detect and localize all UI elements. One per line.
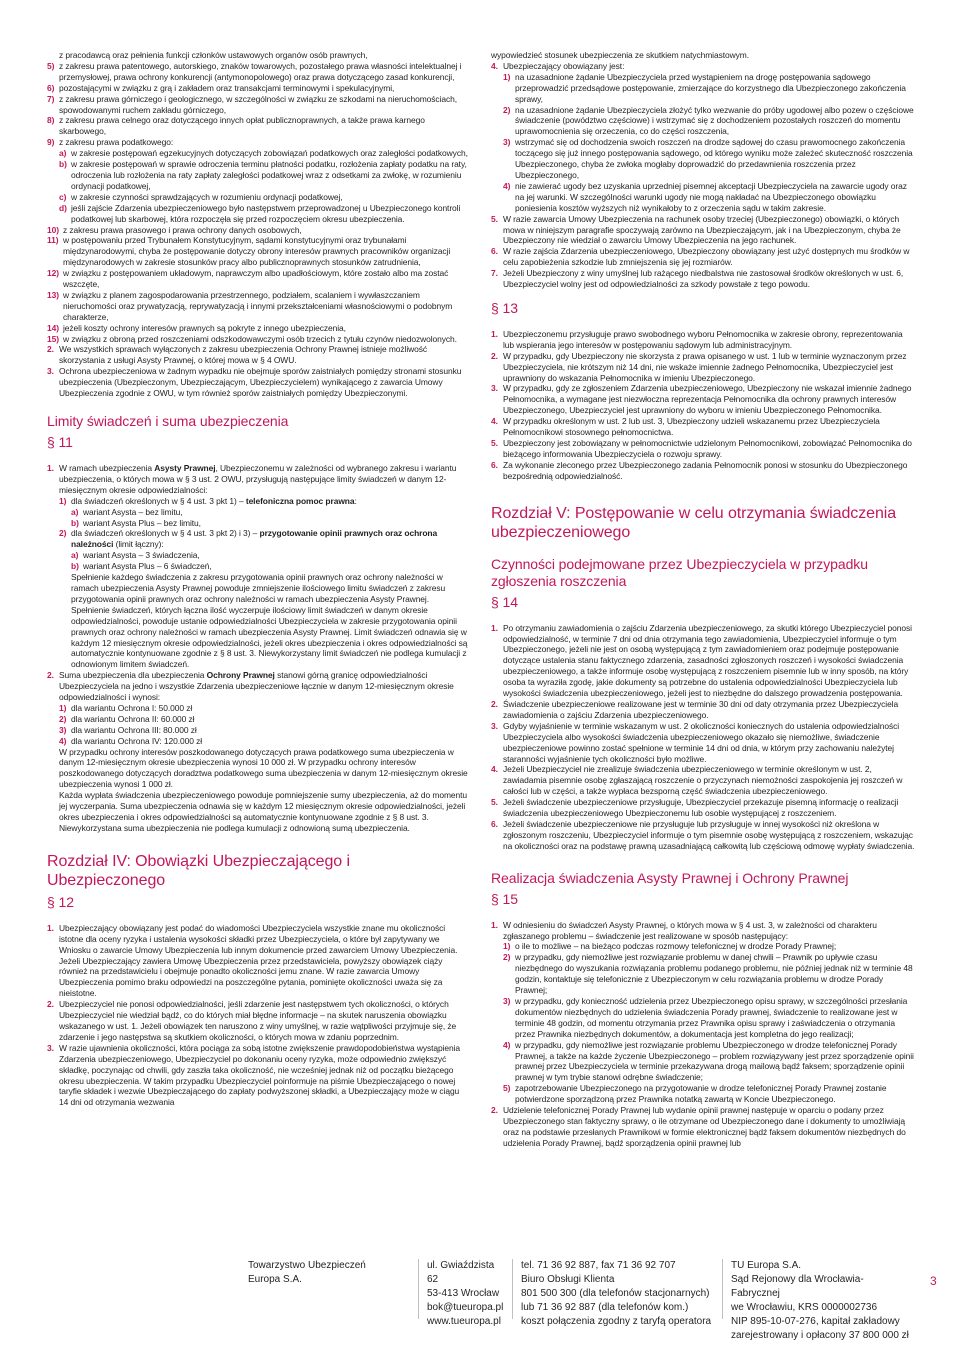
item-text: dla wariantu Ochrona IV: 120.000 zł xyxy=(71,735,203,746)
item-text: pozostającymi w związku z grą i zakładem oraz transakcjami terminowymi i spekulacyjnymi, xyxy=(59,82,395,93)
item-number: 1. xyxy=(491,622,498,633)
item-number: 3. xyxy=(491,720,498,731)
item-number: 6. xyxy=(491,459,498,470)
item-number: 5. xyxy=(491,213,498,224)
item-number: 7. xyxy=(491,268,498,279)
list-item xyxy=(59,703,469,714)
p12-point-4: 4. Ubezpieczający obowiązany jest: 1) na uzasadnione żądanie Ubezpieczyciela przed wystąpieniem na drogę postępowania sądowego przeprowadzić przedsądowe postępowanie, zmierzające do korzystnego dla Ubezpieczonego zakończenia sprawy, 2) na uzasadnione żądanie Ubezpieczyciela złożyć tylko wezwanie do próby ugodowej albo pozew o częściowe świadczenie (powództwo częściowe) i wstrzymać się z dochodzeniem pozostałych roszczeń do momentu uprawomocnienia się orzeczenia, co do części roszczenia, 3) wstrzymać się od dochodzenia swoich roszczeń na drodze sądowej do czasu prawomocnego zakończenia toczącego się już innego postępowania sądowego, od którego wyniku może zależeć skuteczność roszczenia Ubezpieczonego, chyba że zwłoka mogłaby doprowadzić do przedawnienia roszczenia przez Ubezpieczonego, 4) nie zawierać ugody bez uzyskania uprzedniej pisemnej akceptacji Ubezpieczyciela na zawarcie ugody oraz na jej warunki. W szczególności warunki ugody nie mogą nakładać na Ubezpieczonego obowiązku poniesienia kosztów wyższych niż wynikałoby to z orzeczenia sądu w takim zakresie. xyxy=(491,60,914,213)
list-item xyxy=(503,996,915,1040)
list-item xyxy=(503,952,915,996)
item-text: dla wariantu Ochrona II: 60.000 zł xyxy=(71,713,195,724)
item-text: zapotrzebowanie Ubezpieczonego na przygotowanie w drodze telefonicznej Porady Prawnej zostanie potwierdzone sporządzoną przez Prawnika notatką zawartą w Koncie Ubezpieczonego. xyxy=(515,1083,887,1105)
item-text: na uzasadnione żądanie Ubezpieczyciela złożyć tylko wezwanie do próby ugodowej albo pozew o częściowe świadczenie (powództwo częściowe) i wstrzymać się z dochodzeniem pozostałych roszczeń do momentu uprawomocnienia się orzeczenia, co do części roszczenia, xyxy=(515,104,914,137)
p11-2-tax-note: W przypadku ochrony interesów poszkodowanego dotyczących prawa podatkowego suma ubezpieczenia w danym 12-miesięcznym okresie ubezpieczenia wynosi 10 000 zł. W przypadku ochrony interesów poszkodowanego dotyczących doradztwa podatkowego suma ubezpieczenia w danym 12-miesięcznym okresie ubezpieczenia wynosi 1 000 zł. xyxy=(59,746,468,790)
item-text: W przypadku, gdy Ubezpieczony nie skorzysta z prawa opisanego w ust. 1 lub w terminie wyznaczonym przez Ubezpieczyciela, nie krótszym niż 14 dni, nie wskaże imiennie żadnego Pełnomocnika, Ubezpieczyciel jest uprawniony do wskazania Pełnomocnika w imieniu Ubezpieczonego. xyxy=(503,350,907,383)
list-item xyxy=(71,550,469,561)
page-margin xyxy=(0,0,6,1347)
item-text: jeśli zajście Zdarzenia ubezpieczeniowego było następstwem przeprowadzonej u Ubezpieczonego kontroli podatkowej lub skarbowej, która rozpoczęła się przed rozpoczęciem okresu ubezpieczenia. xyxy=(71,202,461,224)
footer-company: Towarzystwo Ubezpieczeń Europa S.A. xyxy=(248,1260,366,1285)
list-item xyxy=(59,203,469,225)
paragraph-mark-15: § 15 xyxy=(491,890,518,907)
p11-1-sub-1: 1) dla świadczeń określonych w § 4 ust. 3 pkt 1) – telefoniczna pomoc prawna: a) wariant Asysta – bez limitu, b) wariant Asysta Plus – bez limitu, xyxy=(59,496,469,529)
p15-point-1: 1. W odniesieniu do świadczeń Asysty Prawnej, o których mowa w § 4 ust. 3, w zależności od charakteru zgłaszanego problemu – świadczenie jest realizowane w sposób następujący: 1) o ile to możliwe – na bieżąco podczas rozmowy telefonicznej w drodze Porady Prawnej; 2) w przypadku, gdy niemożliwe jest rozwiązanie problemu w danej chwili – Prawnik po upływie czasu niezbędnego do wyszukania rozwiązania problemu podanego problemu, nie później jednak niż w terminie 48 godzin, kontaktuje się telefonicznie z Ubezpieczonym w celu rozwiązania problemu w drodze Porady Prawnej; 3) w przypadku, gdy konieczność udzielenia przez Ubezpieczonego opisu sprawy, w szczególności przesłania dokumentów niezbędnych do udzielenia świadczenia Porady prawnej, świadczenie to realizowane jest w terminie 48 godzin, od momentu otrzymania przez Prawnika opisu sprawy i zaświadczenia o otrzymania przez Prawnika niezbędnych dokumentów, a dokumentacja jest kompletna do jego realizacji; 4) w przypadku, gdy niemożliwe jest rozwiązanie problemu Ubezpieczonego w drodze telefonicznej Porady Prawnej, a także na każde życzenie Ubezpieczonego – problem rozwiązywany jest przez sporządzenie opinii prawnej przez Ubezpieczyciela w terminie przekazywana drogą mailową bądź faksem; sporządzenie opinii prawnej w tym trybie stanowi odrębne świadczenie; 5) zapotrzebowanie Ubezpieczonego na przygotowanie w drodze telefonicznej Porady Prawnej zostanie potwierdzone sporządzoną przez Prawnika notatką zawartą w Koncie Ubezpieczonego. xyxy=(491,919,914,1105)
list-item xyxy=(503,941,915,952)
item-text: z zakresu prawa patentowego, autorskiego, znaków towarowych, pozostałego prawa własności intelektualnej i przemysłowej, prawa ochrony konkurencji (antymonopolowego) oraz prawa dotyczącego zasad konkurencji, xyxy=(59,60,462,82)
item-text: Jeżeli świadczenie ubezpieczeniowe nie przysługuje lub przysługuje w innej wysokości niż określona w zgłoszonym roszczeniu, Ubezpieczyciel informuje o tym pisemnie osobę występującą z roszczeniem, wskazując na okoliczności oraz na podstawę prawną uzasadniającą całkowitą lub częściową odmowę wypłaty świadczenia. xyxy=(503,818,915,851)
list-item xyxy=(47,1043,469,1108)
section-title-limits: Limity świadczeń i suma ubezpieczenia xyxy=(47,413,289,429)
list-item xyxy=(47,268,469,290)
list-item xyxy=(47,923,469,999)
item-text: wariant Asysta Plus – 6 świadczeń, xyxy=(83,561,212,572)
list-item xyxy=(491,268,915,290)
paragraph-mark-11: § 11 xyxy=(47,434,73,450)
paragraph-10-points xyxy=(47,344,469,399)
left-column xyxy=(47,50,469,1108)
paragraph-mark-12: § 12 xyxy=(47,893,74,910)
item-text: Jeżeli Ubezpieczony z winy umyślnej lub rażącego niedbalstwa nie zastosował środków określonych w ust. 6, Ubezpieczyciel wolny jest od odpowiedzialności za szkody powstałe z tego powodu. xyxy=(503,268,904,290)
paragraph-14-points xyxy=(491,623,915,852)
list-item xyxy=(47,94,469,116)
item-text: nie zawierać ugody bez uzyskania uprzedniej pisemnej akceptacji Ubezpieczyciela na zawarcie ugody oraz na jej warunki. W szczególności warunki ugody nie mogą nakładać na Ubezpieczonego obowiązku poniesienia kosztów wyższych niż wynikałoby to z orzeczenia sądu w takim zakresie. xyxy=(515,180,907,213)
list-item xyxy=(47,137,469,148)
item-text: We wszystkich sprawach wyłączonych z zakresu ubezpieczenia Ochrony Prawnej istnieje możliwość skorzystania z usługi Asysty Prawnej, o której mowa w § 4 OWU. xyxy=(59,344,428,366)
item-text: Świadczenie ubezpieczeniowe realizowane jest w terminie 30 dni od daty otrzymania przez Ubezpieczyciela zawiadomienia o zajściu Zdarzenia ubezpieczeniowego. xyxy=(503,698,899,720)
item-text: w zakresie postępowań w sprawie odroczenia terminu płatności podatku, rozłożenia zapłaty podatku na raty, odroczenia lub rozłożenia na raty zapłaty zaległości podatkowej wraz z odsetkami za zwłokę, w rozumieniu ordynacji podatkowej, xyxy=(71,159,467,191)
item-number: 12) xyxy=(47,268,59,279)
list-item xyxy=(491,351,915,384)
item-text: na uzasadnione żądanie Ubezpieczyciela przed wystąpieniem na drogę postępowania sądowego przeprowadzić przedsądowe postępowanie, zmierzające do korzystnego dla Ubezpieczonego zakończenia sprawy, xyxy=(515,71,906,104)
item-number: b) xyxy=(71,561,79,572)
item-number: 6) xyxy=(47,82,55,93)
item-number: a) xyxy=(71,550,79,561)
item-text: w przypadku, gdy niemożliwe jest rozwiązanie problemu Ubezpieczonego w drodze telefonicznej Porady Prawnej, a także na każde życzenie Ubezpieczonego – problem rozwiązywany jest przez sporządzenie opinii prawnej przez Ubezpieczyciela w terminie przekazywana drogą mailową bądź faksem; sporządzenie opinii prawnej w tym trybie stanowi odrębne świadczenie; xyxy=(515,1039,914,1083)
list-item xyxy=(59,725,469,736)
item-text: w zakresie czynności sprawdzających w rozumieniu ordynacji podatkowej, xyxy=(71,191,343,202)
item-number: 4) xyxy=(59,735,67,746)
list-item xyxy=(47,61,469,83)
right-column xyxy=(491,50,915,1149)
tax-exclusions-sublist xyxy=(47,148,469,224)
item-text: z zakresu prawa górniczego i geologicznego, w szczególności w związku ze szkodami na nieruchomościach, spowodowanymi ruchem zakładu górniczego, xyxy=(59,93,457,115)
item-text: W razie zajścia Zdarzenia ubezpieczeniowego, Ubezpieczony obowiązany jest użyć dostępnych mu środków w celu zapobieżenia szkodzie lub zmniejszenia się jej rozmiarów. xyxy=(503,246,910,268)
item-number: 2) xyxy=(503,104,511,115)
section-title-chapter-iv: Rozdział IV: Obowiązki Ubezpieczającego i Ubezpieczonego xyxy=(47,852,350,889)
item-text: W przypadku, gdy ze zgłoszeniem Zdarzenia ubezpieczeniowego, Ubezpieczony nie wskazał imiennie żadnego Pełnomocnika, a wymagane jest niezwłoczna reprezentacja Pełnomocnika dla ochrony prawnych interesów Ubezpieczonego, Ubezpieczyciel jest uprawniony do wyboru w imieniu Ubezpieczonego Pełnomocnika. xyxy=(503,383,912,416)
item-number: 4. xyxy=(491,764,498,775)
item-text: wariant Asysta Plus – bez limitu, xyxy=(83,517,201,528)
p11-2-reduction-note: Każda wypłata świadczenia ubezpieczeniowego powoduje pomniejszenie sumy ubezpieczenia, aż do momentu jej wyczerpania. Suma ubezpieczenia odnawia się w każdym 12 miesięcznym okresie odpowiedzialności, jeżeli okres ubezpieczenia i okres odpowiedzialności są automatycznie kontynuowane zgodnie z § 8 ust. 3. Niewykorzystana suma ubezpieczenia nie podlega kumulacji z odnowioną sumą ubezpieczenia. xyxy=(59,790,468,833)
item-number: 3. xyxy=(47,1042,54,1053)
item-number: 6. xyxy=(491,818,498,829)
item-number: 5. xyxy=(491,797,498,808)
list-item xyxy=(47,366,469,399)
item-number: 9) xyxy=(47,137,55,148)
footer-contact: tel. 71 36 92 887, fax 71 36 92 707 Biuro Obsługi Klienta 801 500 300 (dla telefonów stacjonarnych) lub 71 36 92 887 (dla telefonów kom.) koszt połączenia zgodny z taryfą operatora xyxy=(512,1259,712,1319)
list-item xyxy=(503,105,915,138)
section-title-insurer-actions: Czynności podejmowane przez Ubezpieczyciela w przypadku zgłoszenia roszczenia xyxy=(491,555,868,589)
list-item xyxy=(59,714,469,725)
p11-1-sub-2: 2) dla świadczeń określonych w § 4 ust. 3 pkt 2) i 3) – przygotowanie opinii prawnych oraz ochrona należności (limit łączny): a) wariant Asysta – 3 świadczenia, b) wariant Asysta Plus – 6 świadczeń, Spełnienie każdego świadczenia z zakresu przygotowania opinii prawnych oraz ochrony należności w ramach ubezpieczenia Asysty Prawnej powoduje zmniejszenie ilościowego limitu świadczeń z zakresu przygotowania opinii prawnych oraz ochrony należności w ramach ubezpieczenia Asysty Prawnej. Spełnienie świadczeń, których łączna ilość wyczerpuje ilościowy limit świadczeń w danym okresie odpowiedzialności, powoduje ustanie odpowiedzialności Ubezpieczyciela w zakresie przygotowania opinii prawnych oraz ochrony należności w ramach ubezpieczenia Asysty Prawnej. Limit świadczeń odnawia się w każdym 12 miesięcznym okresie odpowiedzialności, jeżeli okres ubezpieczenia i okres odpowiedzialności są automatycznie kontynuowane zgodnie z § 8 ust. 3. Niewykorzystany limit świadczeń nie podlega kumulacji z odnowionym limitem świadczeń. xyxy=(59,528,468,670)
footer-registration: TU Europa S.A. Sąd Rejonowy dla Wrocławia-Fabrycznej we Wrocławiu, KRS 0000002736 NIP 895-10-07-276, kapitał zakładowy zarejestrowany i opłacony 37 800 000 zł xyxy=(722,1259,912,1319)
item-number: 1. xyxy=(47,922,54,933)
item-number: 3. xyxy=(47,366,54,377)
p11-point-1: 1. W ramach ubezpieczenia Asysty Prawnej, Ubezpieczonemu w zależności od wybranego zakresu i wariantu ubezpieczenia, o których mowa w § 3 ust. 2 OWU, przysługują następujące limity świadczeń w danym 12-miesięcznym okresie odpowiedzialności: 1) dla świadczeń określonych w § 4 ust. 3 pkt 1) – telefoniczna pomoc prawna: a) wariant Asysta – bez limitu, b) wariant Asysta Plus – bez limitu, 2) dla świadczeń określonych w § 4 ust. 3 pkt 2) i 3) – przygotowanie opinii prawnych oraz ochrona należności (limit łączny): a) wariant Asysta – 3 świadczenia, b) wariant Asysta Plus – 6 świadczeń, Spełnienie każdego świadczenia z zakresu przygotowania opinii prawnych oraz ochrony należności w ramach ubezpieczenia Asysty Prawnej powoduje zmniejszenie ilościowego limitu świadczeń z zakresu przygotowania opinii prawnych oraz ochrony należności w ramach ubezpieczenia Asysty Prawnej. Spełnienie świadczeń, których łączna ilość wyczerpuje ilościowy limit świadczeń w danym okresie odpowiedzialności, powoduje ustanie odpowiedzialności Ubezpieczyciela w zakresie przygotowania opinii prawnych oraz ochrony należności w ramach ubezpieczenia Asysty Prawnej. Limit świadczeń odnawia się w każdym 12 miesięcznym okresie odpowiedzialności, jeżeli okres ubezpieczenia i okres odpowiedzialności są automatycznie kontynuowane zgodnie z § 8 ust. 3. Niewykorzystany limit świadczeń nie podlega kumulacji z odnowionym limitem świadczeń. xyxy=(47,463,468,670)
item-number: 14) xyxy=(47,322,59,333)
p15-1-subpoints xyxy=(503,941,915,1105)
item-text: Ubezpieczonemu przysługuje prawo swobodnego wyboru Pełnomocnika w zakresie obrony, reprezentowania lub wspierania jego interesów w postępowaniu sądowym lub administracyjnym. xyxy=(503,328,903,350)
list-item xyxy=(503,181,915,214)
continued-text: wypowiedzieć stosunek ubezpieczenia ze skutkiem natychmiastowym. xyxy=(491,50,749,60)
item-number: 2) xyxy=(59,713,67,724)
item-text: w zakresie postępowań egzekucyjnych dotyczących zobowiązań podatkowych oraz zaległości podatkowych, xyxy=(71,148,468,159)
paragraph-12-continued xyxy=(491,61,915,214)
footer-email-link[interactable]: bok@tueuropa.pl xyxy=(427,1302,504,1313)
paragraph-mark-14: § 14 xyxy=(491,593,518,610)
list-item xyxy=(59,159,469,192)
p11-point-2: 2. Suma ubezpieczenia dla ubezpieczenia Ochrony Prawnej stanowi górną granicę odpowiedzialności Ubezpieczyciela na jedno i wszystkie Zdarzenia ubezpieczeniowe łącznie w danym 12-miesięcznym okresie odpowiedzialności i wynosi: 1) dla wariantu Ochrona I: 50.000 zł 2) dla wariantu Ochrona II: 60.000 zł 3) dla wariantu Ochrona III: 80.000 zł 4) dla wariantu Ochrona IV: 120.000 zł W przypadku ochrony interesów poszkodowanego dotyczących prawa podatkowego suma ubezpieczenia w danym 12-miesięcznym okresie ubezpieczenia wynosi 10 000 zł. W przypadku ochrony interesów poszkodowanego dotyczących doradztwa podatkowego suma ubezpieczenia w danym 12-miesięcznym okresie ubezpieczenia wynosi 1 000 zł. Każda wypłata świadczenia ubezpieczeniowego powoduje pomniejszenie sumy ubezpieczenia, aż do momentu jej wyczerpania. Suma ubezpieczenia odnawia się w każdym 12 miesięcznym okresie odpowiedzialności, jeżeli okres ubezpieczenia i okres odpowiedzialności są automatycznie kontynuowane zgodnie z § 8 ust. 3. Niewykorzystana suma ubezpieczenia nie podlega kumulacji z odnowioną sumą ubezpieczenia. xyxy=(47,670,468,833)
item-text: Po otrzymaniu zawiadomienia o zajściu Zdarzenia ubezpieczeniowego, za skutki którego Ubezpieczyciel ponosi odpowiedzialność, w terminie 7 dni od dnia otrzymania tego zawiadomienia, Ubezpieczyciel informuje o tym Ubezpieczonego, jeżeli nie jest on osobą występującą z tym zawiadomieniem oraz podejmuje postępowanie dotyczące ustalenia stanu faktycznego zdarzenia, zasadności zgłoszonych roszczeń i wysokości świadczenia ubezpieczeniowego, a także informuje osobę występującą z roszczeniem pisemnie lub w inny sposób, na który osoba ta wyraziła zgodę, jakie dokumenty są potrzebne do ustalenia odpowiedzialności Ubezpieczyciela lub wysokości świadczenia ubezpieczeniowego, jeżeli jest to niezbędne do dalszego prowadzenia postępowania. xyxy=(503,622,912,699)
item-number: d) xyxy=(59,202,67,213)
item-text: wariant Asysta – bez limitu, xyxy=(83,506,183,517)
item-number: a) xyxy=(71,506,79,517)
item-number: 4) xyxy=(503,1039,511,1050)
item-number: 8) xyxy=(47,115,55,126)
list-item xyxy=(71,507,469,518)
item-text: Ubezpieczający obowiązany jest podać do wiadomości Ubezpieczyciela wszystkie znane mu okoliczności istotne dla oceny ryzyka i ustalenia wysokości składki przez Ubezpieczyciela, o które był zapytywany we Wniosku o zawarcie Umowy Ubezpieczenia lub innym dokumencie przed zawarciem Umowy Ubezpieczenia. Jeżeli Ubezpieczający zawiera Umowę Ubezpieczenia przez przedstawiciela, powyższy obowiązek ciąży również na przedstawicielu i obejmuje ponadto okoliczności jemu znane. W razie zawarcia Umowy Ubezpieczenia pomimo braku odpowiedzi na poszczególne pytania, pominięte okoliczności uważa się za nieistotne. xyxy=(59,922,458,999)
list-item xyxy=(47,344,469,366)
list-item xyxy=(47,50,469,61)
item-number: 4. xyxy=(491,416,498,427)
list-item xyxy=(491,246,915,268)
item-number: b) xyxy=(59,159,67,170)
item-text: w przypadku, gdy konieczność udzielenia przez Ubezpieczonego opisu sprawy, w szczególności przesłania dokumentów niezbędnych do udzielenia świadczenia Porady prawnej, świadczenie to realizowane jest w terminie 48 godzin, od momentu otrzymania przez Prawnika opisu sprawy i zaświadczenia o otrzymania przez Prawnika niezbędnych dokumentów, a dokumentacja jest kompletna do jego realizacji; xyxy=(515,996,908,1039)
item-text: Jeżeli Ubezpieczyciel nie zrealizuje świadczenia ubezpieczeniowego w terminie określonym w ust. 2, zawiadamia pisemnie osobę zgłaszającą roszczenie o przyczynach niemożności zaspokojenia jej roszczeń w całości lub w części, a także wypłaca bezsporną część świadczenia ubezpieczeniowego. xyxy=(503,764,903,797)
list-item xyxy=(47,999,469,1043)
paragraph-12-points xyxy=(47,923,469,1108)
list-item xyxy=(491,699,915,721)
item-number: 5) xyxy=(503,1083,511,1094)
item-text: Ochrona ubezpieczeniowa w żadnym wypadku nie obejmuje sporów zaistniałych pomiędzy stronami stosunku ubezpieczenia (Ubezpieczonym, Ubezpieczającym, Ubezpieczycielem) wynikającego z zawarcia Umowy Ubezpieczenia zgodnie z OWU, w tym również sporów zaistniałych pomiędzy Ubezpieczonymi. xyxy=(59,366,462,399)
list-item xyxy=(47,225,469,236)
list-item xyxy=(71,561,469,572)
item-text: w przypadku, gdy niemożliwe jest rozwiązanie problemu w danej chwili – Prawnik po upływie czasu niezbędnego do wyszukania rozwiązania problemu podanego problemu, nie później jednak niż w terminie 48 godzin, kontaktuje się telefonicznie z Ubezpieczonym w celu rozwiązania problemu w drodze Porady Prawnej; xyxy=(515,952,913,996)
item-number: 5. xyxy=(491,438,498,448)
item-number: 1) xyxy=(59,702,67,713)
item-text: W razie zawarcia Umowy Ubezpieczenia na rachunek osoby trzeciej (Ubezpieczonego) obowiązki, o których mowa w niniejszym paragrafie spoczywają zarówno na Ubezpieczającym, jak i na Ubezpieczonym, chyba że Ubezpieczony nie wiedział o zawarciu Umowy Ubezpieczenia na jego rachunek. xyxy=(503,213,901,246)
exclusions-list-more xyxy=(47,225,469,345)
item-text: W razie ujawnienia okoliczności, która pociąga za sobą istotne zwiększenie prawdopodobieństwa wystąpienia Zdarzenia ubezpieczeniowego, Ubezpieczyciel po dokonaniu oceny ryzyka, może odpowiednio zwiększyć składkę, poczynając od chwili, gdy zaszła taka okoliczność, nie wcześniej jednak niż od początku bieżącego okresu ubezpieczenia. W takim przypadku Ubezpieczyciel poinformuje na piśmie Ubezpieczającego o nowej taryfie składek i wezwie Ubezpieczającego do zapłaty podwyższonej składki, a Ubezpieczający może w ciągu 14 dni od otrzymania wezwania xyxy=(59,1042,461,1108)
p15-point-2: 2. Udzielenie telefonicznej Porady Prawnej lub wydanie opinii prawnej następuje w oparciu o podany przez Ubezpieczonego stan faktyczny sprawy, o ile otrzymane od Ubezpieczonego dane i dokumenty to umożliwiają oraz na podstawie przesłanych Prawnikowi w formie elektronicznej bądź faksem dokumentów niezbędnych do udzielenia Porady Prawnej, bądź sporządzenia opinii prawnej lub xyxy=(491,1105,906,1148)
item-number: b) xyxy=(71,517,79,528)
item-number: 6. xyxy=(491,246,498,257)
item-text: w postępowaniu przed Trybunałem Konstytucyjnym, sądami konstytucyjnymi oraz trybunałami międzynarodowymi, chyba że postępowanie dotyczy obrony interesów prawnych pracowników organizacji międzynarodowych w zakresie stosunków pracy albo publicznoprawnych stosunków zatrudnienia, xyxy=(63,235,451,268)
paragraph-12-rest xyxy=(491,214,915,290)
list-item xyxy=(491,623,915,699)
paragraph-15-points xyxy=(491,920,915,1149)
item-number: 3) xyxy=(503,996,511,1006)
item-text: dla wariantu Ochrona III: 80.000 zł xyxy=(71,724,197,735)
p11-1-subpoints xyxy=(59,496,469,671)
item-number: 2. xyxy=(491,350,498,361)
list-item xyxy=(491,329,915,351)
p11-1-sub-1-variants xyxy=(71,507,469,529)
item-number: 15) xyxy=(47,333,59,344)
section-title-chapter-v: Rozdział V: Postępowanie w celu otrzymania świadczenia ubezpieczeniowego xyxy=(491,504,897,541)
list-item xyxy=(503,1083,915,1105)
item-text: dla wariantu Ochrona I: 50.000 zł xyxy=(71,702,193,713)
item-text: wariant Asysta – 3 świadczenia, xyxy=(83,550,200,561)
paragraph-mark-13: § 13 xyxy=(491,299,518,316)
list-item xyxy=(47,334,469,345)
list-item xyxy=(491,438,915,460)
item-text: z zakresu prawa celnego oraz dotyczącego innych opłat publicznoprawnych, a także prawa karnego skarbowego, xyxy=(59,115,425,137)
list-item xyxy=(491,797,915,819)
item-text: wstrzymać się od dochodzenia swoich roszczeń na drodze sądowej do czasu prawomocnego zakończenia toczącego się już innego postępowania sądowego, od którego wyniku może zależeć skuteczność roszczenia Ubezpieczonego, chyba że zwłoka mogłaby doprowadzić do przedawnienia roszczenia przez Ubezpieczonego, xyxy=(515,137,913,180)
item-number: 5) xyxy=(47,60,55,71)
exclusions-list-top xyxy=(47,50,469,148)
list-item xyxy=(47,83,469,94)
item-text: o ile to możliwe – na bieżąco podczas rozmowy telefonicznej w drodze Porady Prawnej; xyxy=(515,941,837,952)
page-number: 3 xyxy=(930,1274,937,1288)
list-item xyxy=(503,1040,915,1084)
item-text: Ubezpieczony jest zobowiązany w pełnomocnictwie udzielonym Pełnomocnikowi, zobowiązać Pełnomocnika do bieżącego informowania Ubezpieczyciela o rozwoju sprawy. xyxy=(503,438,912,459)
item-number: 7) xyxy=(47,93,55,104)
item-text: Ubezpieczyciel nie ponosi odpowiedzialności, jeśli zdarzenie jest następstwem tych okoliczności, o których Ubezpieczyciel nie wiedział bądź, co do których miał błędne informacje – na skutek naruszenia obowiązku wskazanego w ust. 1. Jeżeli obowiązek ten naruszono z winy umyślnej, w razie wątpliwości przyjmuje się, że zdarzenie i jego następstwa są skutkiem okoliczności, o których mowa w zdaniu poprzednim. xyxy=(59,999,457,1042)
item-number: 3. xyxy=(491,383,498,394)
item-number: c) xyxy=(59,191,67,202)
item-number: 13) xyxy=(47,289,59,300)
item-number: 2) xyxy=(503,952,511,963)
list-item xyxy=(59,192,469,203)
p12-4-subpoints xyxy=(503,72,915,214)
item-text: Za wykonanie zleconego przez Ubezpieczonego zadania Pełnomocnik ponosi w stosunku do Ubezpieczonego bezpośrednią odpowiedzialność. xyxy=(503,459,908,481)
list-item xyxy=(503,137,915,181)
item-number: 3) xyxy=(59,724,67,735)
item-text: z zakresu prawa prasowego i prawa ochrony danych osobowych, xyxy=(63,224,302,235)
item-text: z pracodawcą oraz pełnienia funkcji członków ustawowych organów osób prawnych, xyxy=(59,50,368,60)
item-number: 1) xyxy=(503,71,511,82)
list-item xyxy=(491,383,915,416)
item-number: 4) xyxy=(503,180,511,191)
item-text: w związku z postępowaniem układowym, naprawczym albo upadłościowym, które zostało albo ma zostać wszczęte, xyxy=(63,268,449,290)
list-item xyxy=(71,518,469,529)
item-number: 1. xyxy=(491,328,498,339)
p11-1-sub-2-variants xyxy=(71,550,469,572)
section-title-benefit-realization: Realizacja świadczenia Asysty Prawnej i Ochrony Prawnej xyxy=(491,869,849,886)
item-text: z zakresu prawa podatkowego: xyxy=(59,137,174,148)
paragraph-13-points xyxy=(491,329,915,482)
item-number: 10) xyxy=(47,224,59,235)
list-item xyxy=(491,416,915,438)
sum-insured-variants xyxy=(59,703,469,747)
list-item xyxy=(47,290,469,323)
list-item xyxy=(47,323,469,334)
item-text: Jeżeli świadczenie ubezpieczeniowe przysługuje, Ubezpieczyciel przekazuje pisemną informację o realizacji świadczenia ubezpieczeniowego Ubezpieczonemu lub osobie występującej z roszczeniem. xyxy=(503,797,899,819)
paragraph-11-points xyxy=(47,463,469,834)
item-number: 11) xyxy=(47,235,59,246)
list-item xyxy=(503,72,915,105)
list-item xyxy=(491,721,915,765)
item-text: jeżeli koszty ochrony interesów prawnych są pokryte z innego ubezpieczenia, xyxy=(63,322,346,333)
list-item xyxy=(491,214,915,247)
item-text: Gdyby wyjaśnienie w terminie wskazanym w ust. 2 okoliczności koniecznych do ustalenia odpowiedzialności Ubezpieczyciela albo wysokości świadczenia ubezpieczeniowego okazało się niemożliwe, świadczenie ubezpieczeniowe powinno zostać spełnione w terminie 14 dni od dnia, w którym przy zachowaniu należytej staranności wyjaśnienie tych okoliczności było możliwe. xyxy=(503,720,900,764)
item-number: 2. xyxy=(491,698,498,709)
list-item xyxy=(491,460,915,482)
item-text: w związku z obroną przed roszczeniami odszkodowawczymi osób trzecich z tytułu czynów niedozwolonych. xyxy=(63,333,457,344)
item-number: a) xyxy=(59,148,67,159)
list-item xyxy=(59,736,469,747)
item-text: w związku z planem zagospodarowania przestrzennego, podziałem, scalaniem i wywłaszczaniem nieruchomości oraz prywatyzacją, reprywatyzacją i innymi przekształceniami własnościowymi o podobnym charakterze, xyxy=(63,289,453,322)
item-number: 2. xyxy=(47,999,54,1010)
item-number: 3) xyxy=(503,137,511,148)
list-item xyxy=(47,235,469,268)
list-item xyxy=(491,764,915,797)
list-item xyxy=(59,148,469,159)
item-number: 2. xyxy=(47,344,54,355)
item-number: 1) xyxy=(503,941,511,952)
item-text: W przypadku określonym w ust. 2 lub ust. 3, Ubezpieczony udzieli wskazanemu przez Ubezpieczyciela Pełnomocnikowi stosownego pełnomocnictwa. xyxy=(503,416,880,438)
footer-address: ul. Gwiaździsta 62 53-413 Wrocław bok@tueuropa.pl www.tueuropa.pl xyxy=(418,1259,508,1319)
list-item xyxy=(491,819,915,852)
list-item xyxy=(47,115,469,137)
footer-website-link[interactable]: www.tueuropa.pl xyxy=(427,1316,501,1327)
p11-1-sub-2-explanation: Spełnienie każdego świadczenia z zakresu przygotowania opinii prawnych oraz ochrony należności w ramach ubezpieczenia Asysty Prawnej powoduje zmniejszenie ilościowego limitu świadczeń z zakresu przygotowania opinii prawnych oraz ochrony należności w ramach ubezpieczenia Asysty Prawnej. Spełnienie świadczeń, których łączna ilość wyczerpuje ilościowy limit świadczeń w danym okresie odpowiedzialności, powoduje ustanie odpowiedzialności Ubezpieczyciela w zakresie przygotowania opinii prawnych oraz ochrony należności w ramach ubezpieczenia Asysty Prawnej. Limit świadczeń odnawia się w każdym 12 miesięcznym okresie odpowiedzialności, jeżeli okres ubezpieczenia i okres odpowiedzialności są automatycznie kontynuowane zgodnie z § 8 ust. 3. Niewykorzystany limit świadczeń nie podlega kumulacji z odnowionym limitem świadczeń. xyxy=(71,572,468,670)
